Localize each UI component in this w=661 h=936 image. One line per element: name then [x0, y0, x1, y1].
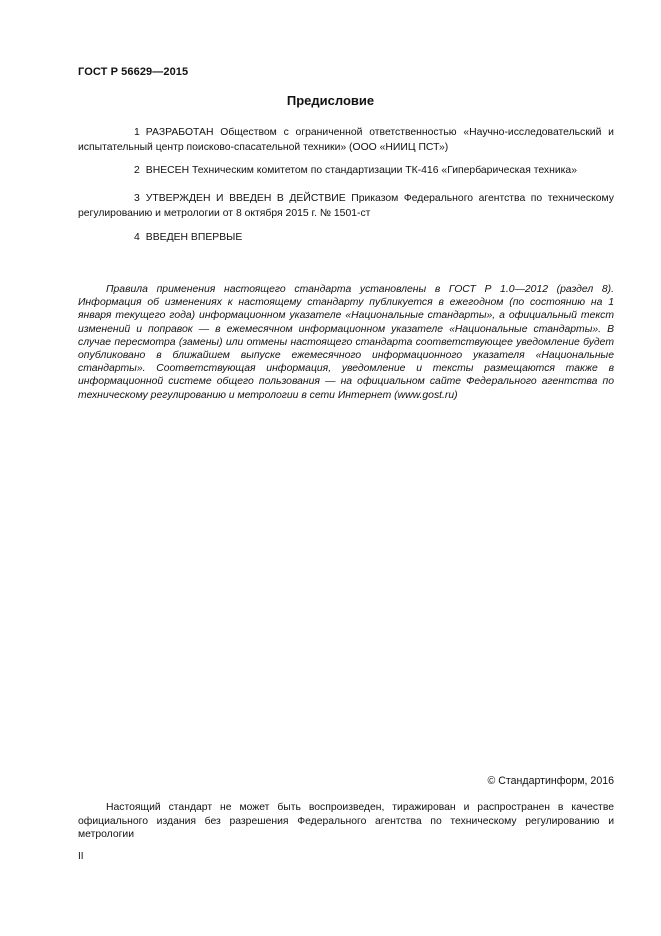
item-number: 2 — [134, 165, 140, 176]
item-text: РАЗРАБОТАН Обществом с ограниченной ответственностью «Научно-исследовательский и испытательный центр поисково-спасательной техники» (ООО «НИИЦ ПСТ») — [78, 127, 614, 153]
item-text: ВНЕСЕН Техническим комитетом по стандартизации ТК-416 «Гипербарическая техника» — [145, 165, 577, 176]
reproduction-notice: Настоящий стандарт не может быть воспроизведен, тиражирован и распространен в качестве официального издания без разрешения Федерального агентства по техническому регулированию и метрологии — [78, 802, 614, 841]
document-id-header: ГОСТ Р 56629—2015 — [78, 66, 189, 78]
application-rules-note: Правила применения настоящего стандарта установлены в ГОСТ Р 1.0—2012 (раздел 8). Информация об изменениях к настоящему стандарту публикуется в ежегодном (по состоянию на 1 января текущего года) информационном указателе «Национальные стандарты», а официальный текст изменений и поправок — в ежемесячном информационном указателе «Национальные стандарты». В случае пересмотра (замены) или отмены настоящего стандарта соответствующее уведомление будет опубликовано в ближайшем выпуске ежемесячного информационного указателя «Национальные стандарты». Соответствующая информация, уведомление и тексты размещаются также в информационной системе общего пользования — на официальном сайте Федерального агентства по техническому регулированию и метрологии в сети Интернет (www.gost.ru) — [78, 284, 614, 401]
item-text: ВВЕДЕН ВПЕРВЫЕ — [145, 232, 243, 243]
page-title: Предисловие — [286, 93, 375, 108]
foreword-item — [78, 231, 614, 246]
page-number: II — [78, 851, 84, 862]
foreword-item — [78, 192, 614, 221]
foreword-item — [78, 164, 614, 179]
copyright-notice: © Стандартинформ, 2016 — [487, 775, 614, 787]
item-number: 3 — [134, 193, 140, 204]
foreword-item — [78, 126, 614, 155]
item-text: УТВЕРЖДЕН И ВВЕДЕН В ДЕЙСТВИЕ Приказом Федерального агентства по техническому регулированию и метрологии от 8 октября 2015 г. № 1501-ст — [78, 193, 614, 219]
item-number: 1 — [134, 127, 140, 138]
item-number: 4 — [134, 232, 140, 243]
